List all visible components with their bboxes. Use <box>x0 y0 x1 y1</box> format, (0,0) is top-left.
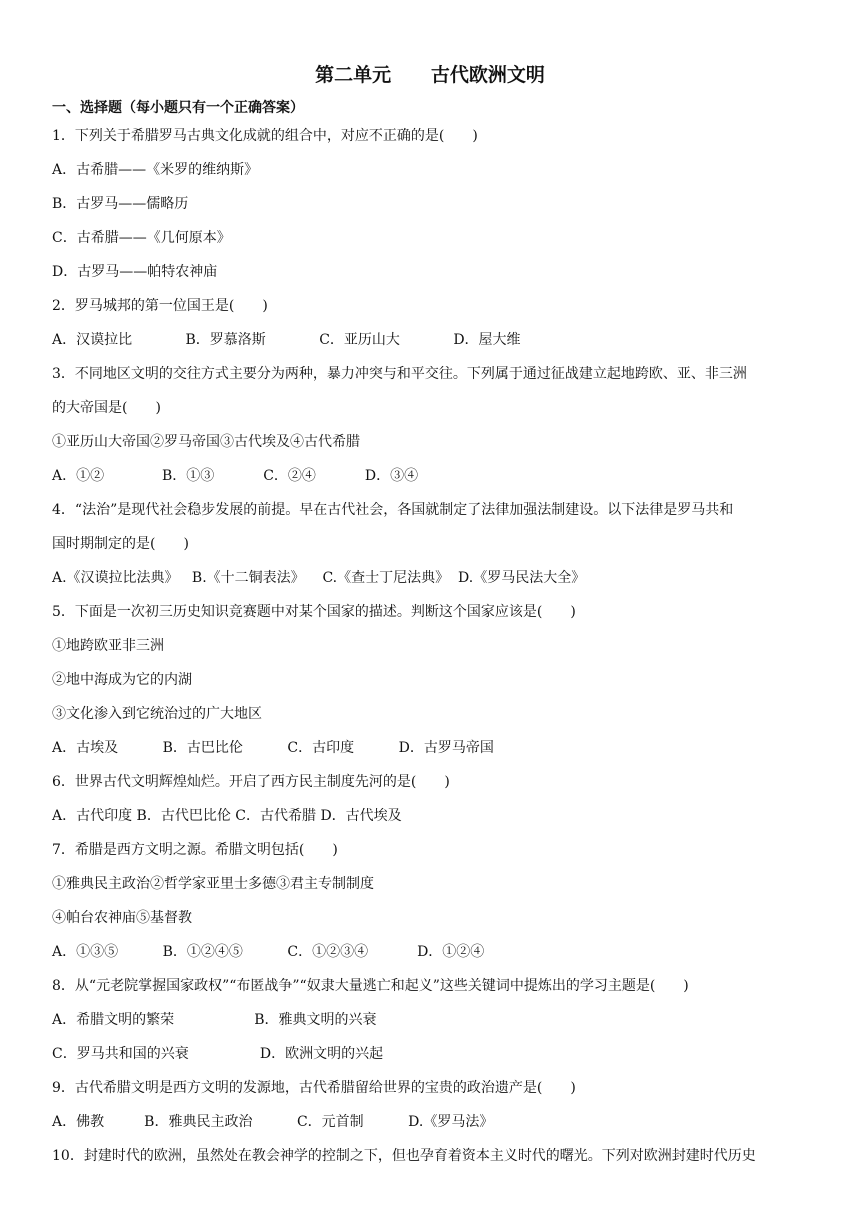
q3-options: A．①② B．①③ C．②④ D．③④ <box>52 468 419 484</box>
q4-stem: 4．“法治”是现代社会稳步发展的前提。早在古代社会，各国就制定了法律加强法制建设。以下法律是罗马共和 <box>52 502 734 518</box>
q1-option-a: A．古希腊——《米罗的维纳斯》 <box>52 162 259 178</box>
q3-stem: 3．不同地区文明的交往方式主要分为两种，暴力冲突与和平交往。下列属于通过征战建立起地跨欧、亚、非三洲 <box>52 366 747 382</box>
q1-option-d: D．古罗马——帕特农神庙 <box>52 264 218 280</box>
q2-stem: 2．罗马城邦的第一位国王是( ) <box>52 298 268 314</box>
q5-stem: 5．下面是一次初三历史知识竞赛题中对某个国家的描述。判断这个国家应该是( ) <box>52 604 576 620</box>
q6-stem: 6．世界古代文明辉煌灿烂。开启了西方民主制度先河的是( ) <box>52 774 450 790</box>
q7-stem: 7．希腊是西方文明之源。希腊文明包括( ) <box>52 842 338 858</box>
q5-options: A．古埃及 B．古巴比伦 C．古印度 D．古罗马帝国 <box>52 740 494 756</box>
q3-stem-cont: 的大帝国是( ) <box>52 400 161 416</box>
q5-item-3: ③文化渗入到它统治过的广大地区 <box>52 706 262 722</box>
q5-item-2: ②地中海成为它的内湖 <box>52 672 192 688</box>
q7-items-1: ①雅典民主政治②哲学家亚里士多德③君主专制制度 <box>52 876 374 892</box>
q2-options: A．汉谟拉比 B．罗慕洛斯 C．亚历山大 D．屋大维 <box>52 332 521 348</box>
q8-options-ab: A．希腊文明的繁荣 B．雅典文明的兴衰 <box>52 1012 377 1028</box>
q7-items-2: ④帕台农神庙⑤基督教 <box>52 910 192 926</box>
q4-stem-cont: 国时期制定的是( ) <box>52 536 189 552</box>
q3-items: ①亚历山大帝国②罗马帝国③古代埃及④古代希腊 <box>52 434 360 450</box>
page-title: 第二单元 古代欧洲文明 <box>315 64 545 86</box>
q9-options: A．佛教 B．雅典民主政治 C．元首制 D.《罗马法》 <box>52 1114 494 1130</box>
q4-options: A.《汉谟拉比法典》 B.《十二铜表法》 C.《查士丁尼法典》 D.《罗马民法大全》 <box>52 570 586 586</box>
q6-options: A．古代印度 B．古代巴比伦 C．古代希腊 D．古代埃及 <box>52 808 402 824</box>
q8-options-cd: C．罗马共和国的兴衰 D．欧洲文明的兴起 <box>52 1046 384 1062</box>
q9-stem: 9．古代希腊文明是西方文明的发源地，古代希腊留给世界的宝贵的政治遗产是( ) <box>52 1080 576 1096</box>
q1-stem: 1．下列关于希腊罗马古典文化成就的组合中，对应不正确的是( ) <box>52 128 478 144</box>
section-heading: 一、选择题（每小题只有一个正确答案） <box>52 100 304 116</box>
q8-stem: 8．从“元老院掌握国家政权”“布匿战争”“奴隶大量逃亡和起义”这些关键词中提炼出的学习主题是( ) <box>52 978 689 994</box>
q7-options: A．①③⑤ B．①②④⑤ C．①②③④ D．①②④ <box>52 944 485 960</box>
q10-stem: 10．封建时代的欧洲，虽然处在教会神学的控制之下，但也孕育着资本主义时代的曙光。下列对欧洲封建时代历史 <box>52 1148 756 1164</box>
q1-option-c: C．古希腊——《几何原本》 <box>52 230 231 246</box>
q5-item-1: ①地跨欧亚非三洲 <box>52 638 164 654</box>
q1-option-b: B．古罗马——儒略历 <box>52 196 189 212</box>
